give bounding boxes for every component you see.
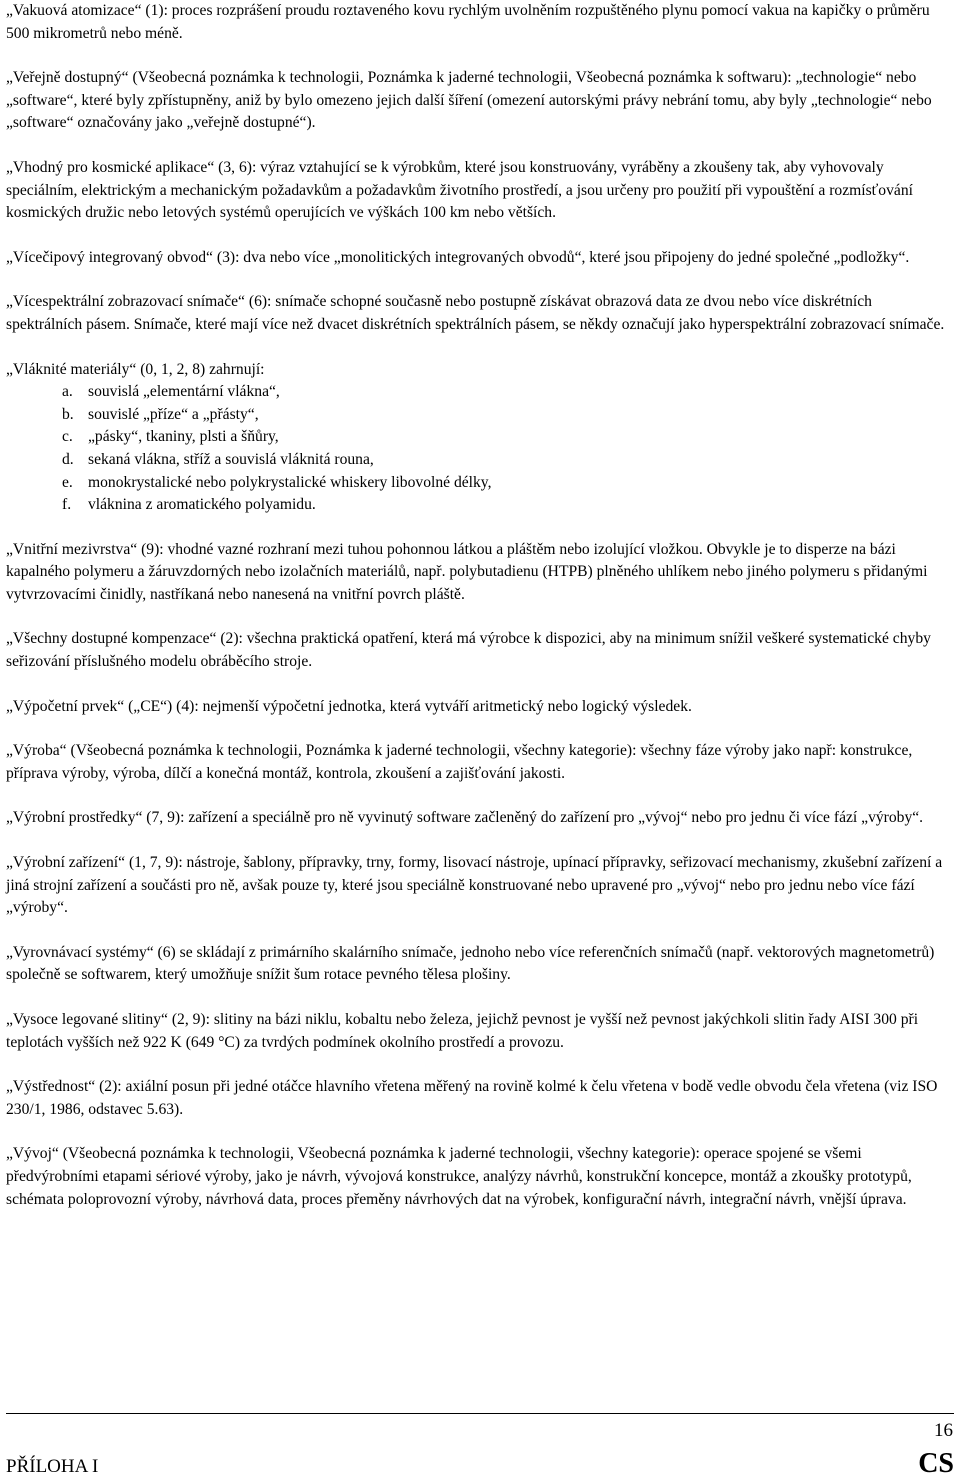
definition-vsechny-dostupne-kompenzace: „Všechny dostupné kompenzace“ (2): všechna praktická opatření, která má výrobce k dispozici, aby na minimum snížil veškeré systematické chyby seřizování příslušného modelu obráběcího stroje. xyxy=(6,630,931,671)
fiber-materials-list xyxy=(6,381,952,517)
definition-vnitrni-mezivrstva: „Vnitřní mezivrstva“ (9): vhodné vazné rozhraní mezi tuhou pohonnou látkou a pláštěm nebo izolující vložkou. Obvykle je to disperze na bázi kapalného polymeru a žáruvzdorných nebo izolačních materiálů, např. polybutadienu (HTPB) plněného uhlíkem nebo jiného polymeru s přidanými vytvrzovacími činidly, nastříkaná nebo nanesená na vnitřní povrch pláště. xyxy=(6,540,928,603)
page-number: 16 xyxy=(934,1420,953,1441)
definition-vhodny-pro-kosmicke-aplikace: „Vhodný pro kosmické aplikace“ (3, 6): výraz vztahující se k výrobkům, které jsou konstruovány, vyráběny a zkoušeny tak, aby vyhovovaly speciálním, elektrickým a mechanickým požadavkům a požadavkům životního prostředí, a jsou určeny pro použití při vypouštění a rozmísťování kosmických družic nebo letových systémů operujících ve výškách 100 km nebo větších. xyxy=(6,158,913,222)
definition-vyrobni-zarizeni: „Výrobní zařízení“ (1, 7, 9): nástroje, šablony, přípravky, trny, formy, lisovací nástroje, upínací přípravky, seřizovací mechanismy, zkušební zařízení a jiná strojní zařízení a součásti pro ně, avšak pouze ty, které jsou speciálně konstruované nebo upravené pro „vývoj“ nebo pro jednu nebo více fází „výroby“. xyxy=(6,854,943,917)
definition-vicecipovy-integrovany-obvod: „Vícečipový integrovaný obvod“ (3): dva nebo více „monolitických integrovaných obvodů“, které jsou připojeny do jedné společné „podložky“. xyxy=(6,248,910,266)
definition-vlaknite-materialy: „Vláknité materiály“ (0, 1, 2, 8) zahrnují: xyxy=(6,360,265,378)
list-item: b. souvislé „příze“ a „přásty“, xyxy=(62,405,259,423)
list-item: e. monokrystalické nebo polykrystalické whiskery libovolné délky, xyxy=(62,473,492,491)
list-item: f. vláknina z aromatického polyamidu. xyxy=(62,496,316,514)
language-code: CS xyxy=(918,1448,954,1479)
list-item: d. sekaná vlákna, stříž a souvislá vláknitá rouna, xyxy=(62,450,374,468)
document-page xyxy=(6,0,952,1211)
annex-label: PŘÍLOHA I xyxy=(6,1456,99,1477)
definition-vypocetni-prvek: „Výpočetní prvek“ („CE“) (4): nejmenší výpočetní jednotka, která vytváří aritmetický nebo logický výsledek. xyxy=(6,697,692,715)
list-item: a. souvislá „elementární vlákna“, xyxy=(62,383,280,401)
definition-verejne-dostupny: „Veřejně dostupný“ (Všeobecná poznámka k technologii, Poznámka k jaderné technologii, Všeobecná poznámka k softwaru): „technologie“ nebo „software“, které byly zpřístupněny, aniž by bylo omezeno jejich další šíření (omezení autorskými právy nebrání tomu, aby byly „technologie“ nebo „software“ označovány jako „veřejně dostupné“). xyxy=(6,69,932,132)
definition-vyrovnavaci-systemy: „Vyrovnávací systémy“ (6) se skládají z primárního skalárního snímače, jednoho nebo více referenčních snímačů (např. vektorových magnetometrů) společně se softwarem, který umožňuje snížit šum rotace pevného tělesa plošiny. xyxy=(6,943,935,984)
definition-vicespektralni-snimace: „Vícespektrální zobrazovací snímače“ (6): snímače schopné současně nebo postupně získávat obrazová data ze dvou nebo více diskrétních spektrálních pásem. Snímače, které mají více než dvacet diskrétních spektrálních pásem, se někdy označují jako hyperspektrální zobrazovací snímače. xyxy=(6,293,945,333)
list-item: c. „pásky“, tkaniny, plsti a šňůry, xyxy=(62,428,279,446)
definition-vyrobni-prostredky: „Výrobní prostředky“ (7, 9): zařízení a speciálně pro ně vyvinutý software začleněný do zařízení pro „vývoj“ nebo pro jednu či více fází „výroby“. xyxy=(6,809,924,827)
definition-vyvoj: „Vývoj“ (Všeobecná poznámka k technologii, Všeobecná poznámka k jaderné technologii, všechny kategorie): operace spojené se všemi předvýrobními etapami sériové výroby, jako je návrh, vývojová konstrukce, analýzy návrhů, konstrukční koncepce, montáž a zkoušky prototypů, schémata poloprovozní výroby, návrhová data, proces přeměny návrhových dat na výrobek, konfigurační návrh, integrační návrh, vnější úprava. xyxy=(6,1145,912,1208)
definition-vysoce-legovane-slitiny: „Vysoce legované slitiny“ (2, 9): slitiny na bázi niklu, kobaltu nebo železa, jejichž pevnost je vyšší než pevnost jakýchkoli slitin řady AISI 300 při teplotách vyšších než 922 K (649 °C) za tvrdých podmínek okolního prostředí a provozu. xyxy=(6,1011,919,1051)
footer-divider xyxy=(6,1413,954,1414)
definition-vystrednost: „Výstřednost“ (2): axiální posun při jedné otáčce hlavního vřetena měřený na rovině kolmé k čelu vřetena v bodě vedle obvodu čela vřetena (viz ISO 230/1, 1986, odstavec 5.63). xyxy=(6,1078,938,1118)
definition-vyroba: „Výroba“ (Všeobecná poznámka k technologii, Poznámka k jaderné technologii, všechny kategorie): všechny fáze výroby jako např: konstrukce, příprava výroby, výroba, dílčí a konečná montáž, kontrola, zkoušení a zajišťování jakosti. xyxy=(6,742,913,782)
definition-vakuova-atomizace: „Vakuová atomizace“ (1): proces rozprášení proudu roztaveného kovu rychlým uvolněním rozpuštěného plynu pomocí vakua na kapičky o průměru 500 mikrometrů nebo méně. xyxy=(6,2,930,42)
